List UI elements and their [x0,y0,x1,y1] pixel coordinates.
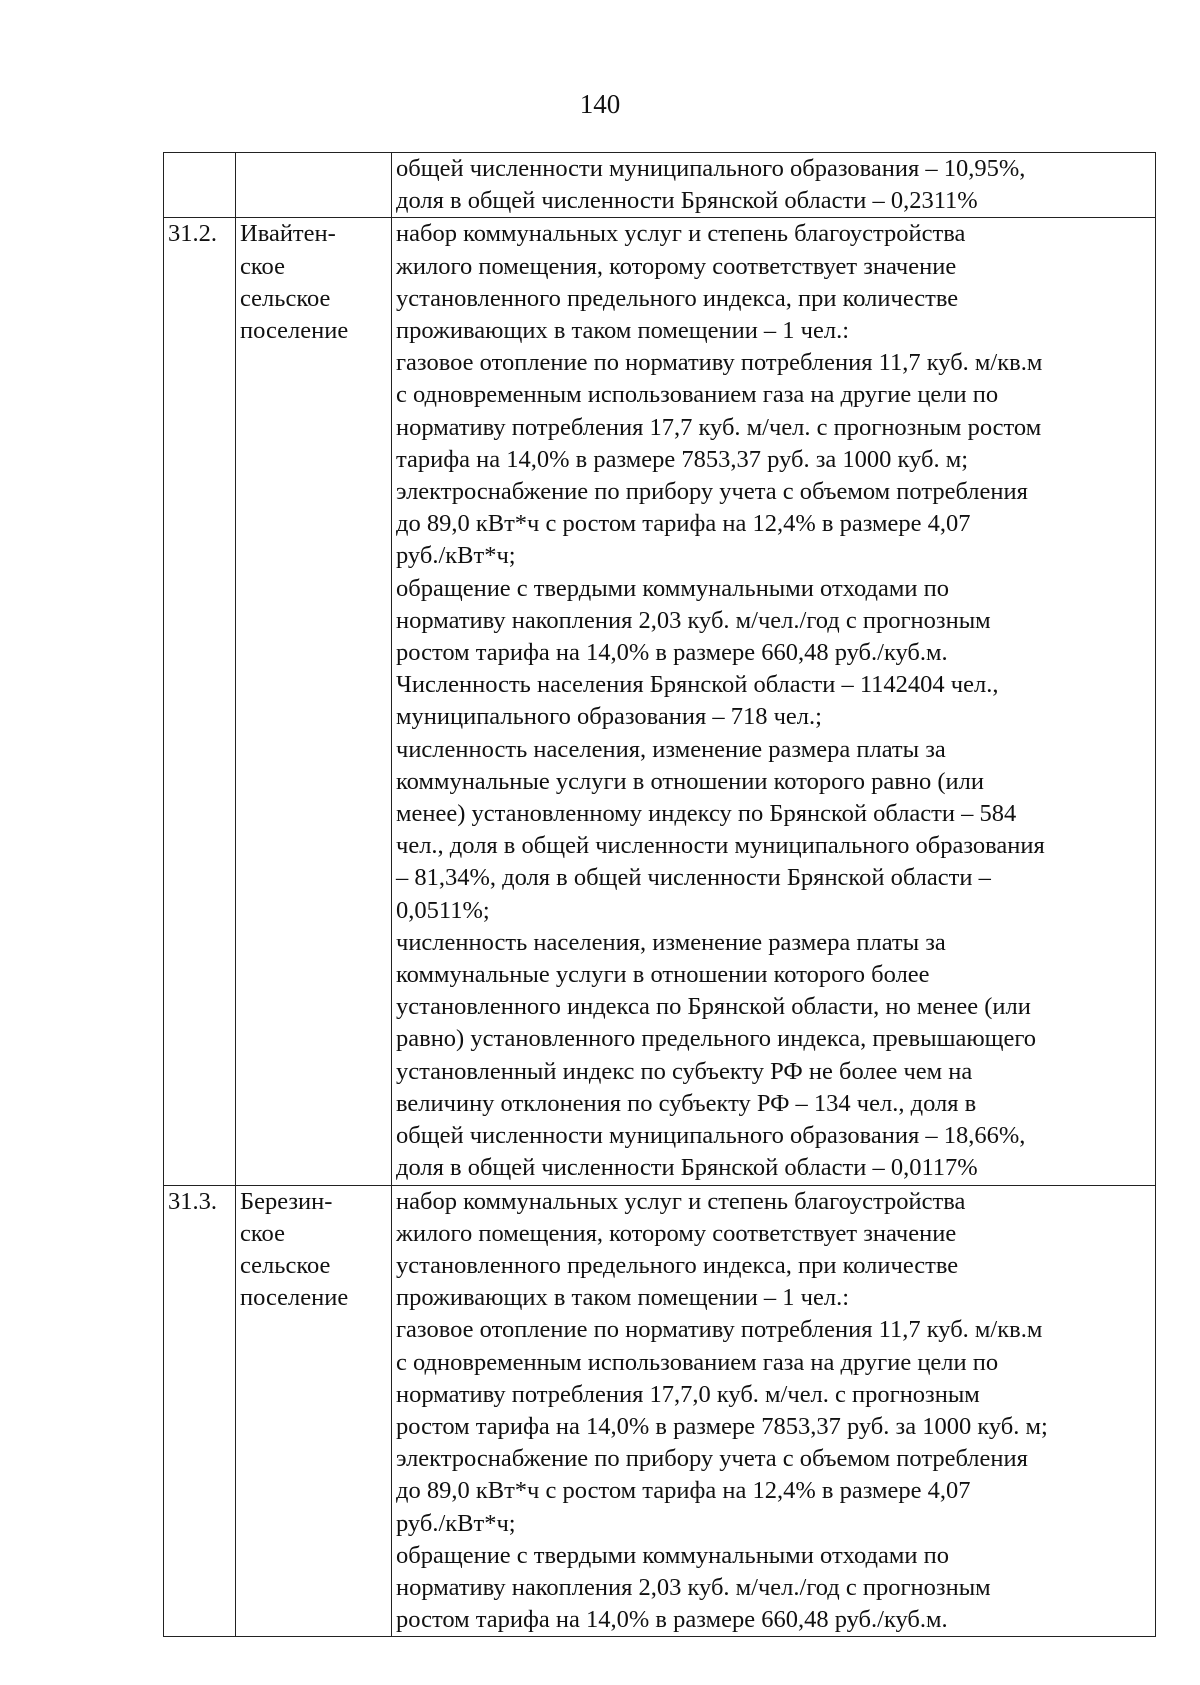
text-line: ростом тарифа на 14,0% в размере 660,48 руб./куб.м. [396,639,948,667]
text-line: нормативу потребления 17,7 куб. м/чел. с прогнозным ростом [396,413,1042,441]
text-line: нормативу накопления 2,03 куб. м/чел./год с прогнозным [396,606,991,634]
text-line: ское [240,1219,285,1247]
text-line: ростом тарифа на 14,0% в размере 7853,37 руб. за 1000 куб. м; [396,1412,1048,1440]
text-line: обращение с твердыми коммунальными отходами по [396,574,949,602]
text-line: до 89,0 кВт*ч с ростом тарифа на 12,4% в размере 4,07 [396,510,971,538]
text-line: доля в общей численности Брянской области – 0,0117% [396,1154,978,1182]
text-line: Численность населения Брянской области – 1142404 чел., [396,671,999,699]
text-line: чел., доля в общей численности муниципального образования [396,832,1045,860]
text-line: коммунальные услуги в отношении которого более [396,961,930,989]
text-line: сельское [240,1251,331,1279]
row-number-cell: 31.2. [164,218,236,1185]
description-cell [392,153,1156,218]
text-line: нормативу накопления 2,03 куб. м/чел./год с прогнозным [396,1573,991,1601]
description-cell [392,218,1156,1185]
text-line: проживающих в таком помещении – 1 чел.: [396,317,850,345]
table-row [164,1185,1156,1637]
settlement-name-cell [236,1185,392,1637]
text-line: набор коммунальных услуг и степень благоустройства [396,1187,966,1215]
text-line: сельское [240,284,331,312]
text-line: поселение [240,1284,349,1312]
text-line: руб./кВт*ч; [396,542,516,570]
text-line: менее) установленному индексу по Брянской области – 584 [396,800,1017,828]
text-line: Ивайтен- [240,220,336,248]
text-line: общей численности муниципального образования – 10,95%, [396,155,1026,182]
page-number: 140 [579,89,621,119]
text-line: равно) установленного предельного индекса, превышающего [396,1025,1037,1053]
text-line: установленный индекс по субъекту РФ не более чем на [396,1057,973,1085]
text-line: ское [240,252,285,280]
text-line: муниципального образования – 718 чел.; [396,703,822,731]
text-line: – 81,34%, доля в общей численности Брянской области – [396,864,991,892]
text-line: установленного предельного индекса, при количестве [396,284,959,312]
text-line: численность населения, изменение размера платы за [396,735,946,763]
text-line: Березин- [240,1187,333,1215]
text-line: до 89,0 кВт*ч с ростом тарифа на 12,4% в размере 4,07 [396,1477,971,1505]
text-line: с одновременным использованием газа на другие цели по [396,381,999,409]
text-line: нормативу потребления 17,7,0 куб. м/чел. с прогнозным [396,1380,980,1408]
text-line: жилого помещения, которому соответствует значение [396,252,957,280]
text-line: электроснабжение по прибору учета с объемом потребления [396,478,1028,506]
text-line: поселение [240,317,349,345]
text-line: 0,0511%; [396,896,490,924]
text-line: руб./кВт*ч; [396,1509,516,1537]
text-line: жилого помещения, которому соответствует значение [396,1219,957,1247]
text-line: газовое отопление по нормативу потребления 11,7 куб. м/кв.м [396,349,1043,377]
description-cell [392,1185,1156,1637]
text-line: с одновременным использованием газа на другие цели по [396,1348,999,1376]
tariff-table [163,152,1156,1637]
row-number-cell: 31.3. [164,1185,236,1637]
row-number-cell [164,153,236,218]
text-line: установленного предельного индекса, при количестве [396,1251,959,1279]
text-line: обращение с твердыми коммунальными отходами по [396,1541,949,1569]
text-line: общей численности муниципального образования – 18,66%, [396,1122,1026,1150]
text-line: электроснабжение по прибору учета с объемом потребления [396,1445,1028,1473]
text-line: газовое отопление по нормативу потребления 11,7 куб. м/кв.м [396,1316,1043,1344]
table-row [164,153,1156,218]
text-line: проживающих в таком помещении – 1 чел.: [396,1284,850,1312]
text-line: тарифа на 14,0% в размере 7853,37 руб. за 1000 куб. м; [396,445,969,473]
settlement-name-cell [236,153,392,218]
table-row [164,218,1156,1185]
text-line: набор коммунальных услуг и степень благоустройства [396,220,966,248]
text-line: численность населения, изменение размера платы за [396,928,946,956]
text-line: ростом тарифа на 14,0% в размере 660,48 руб./куб.м. [396,1606,948,1634]
text-line: доля в общей численности Брянской области – 0,2311% [396,187,978,215]
text-line: установленного индекса по Брянской области, но менее (или [396,993,1031,1021]
text-line: величину отклонения по субъекту РФ – 134 чел., доля в [396,1089,977,1117]
settlement-name-cell [236,218,392,1185]
text-line: коммунальные услуги в отношении которого равно (или [396,767,984,795]
